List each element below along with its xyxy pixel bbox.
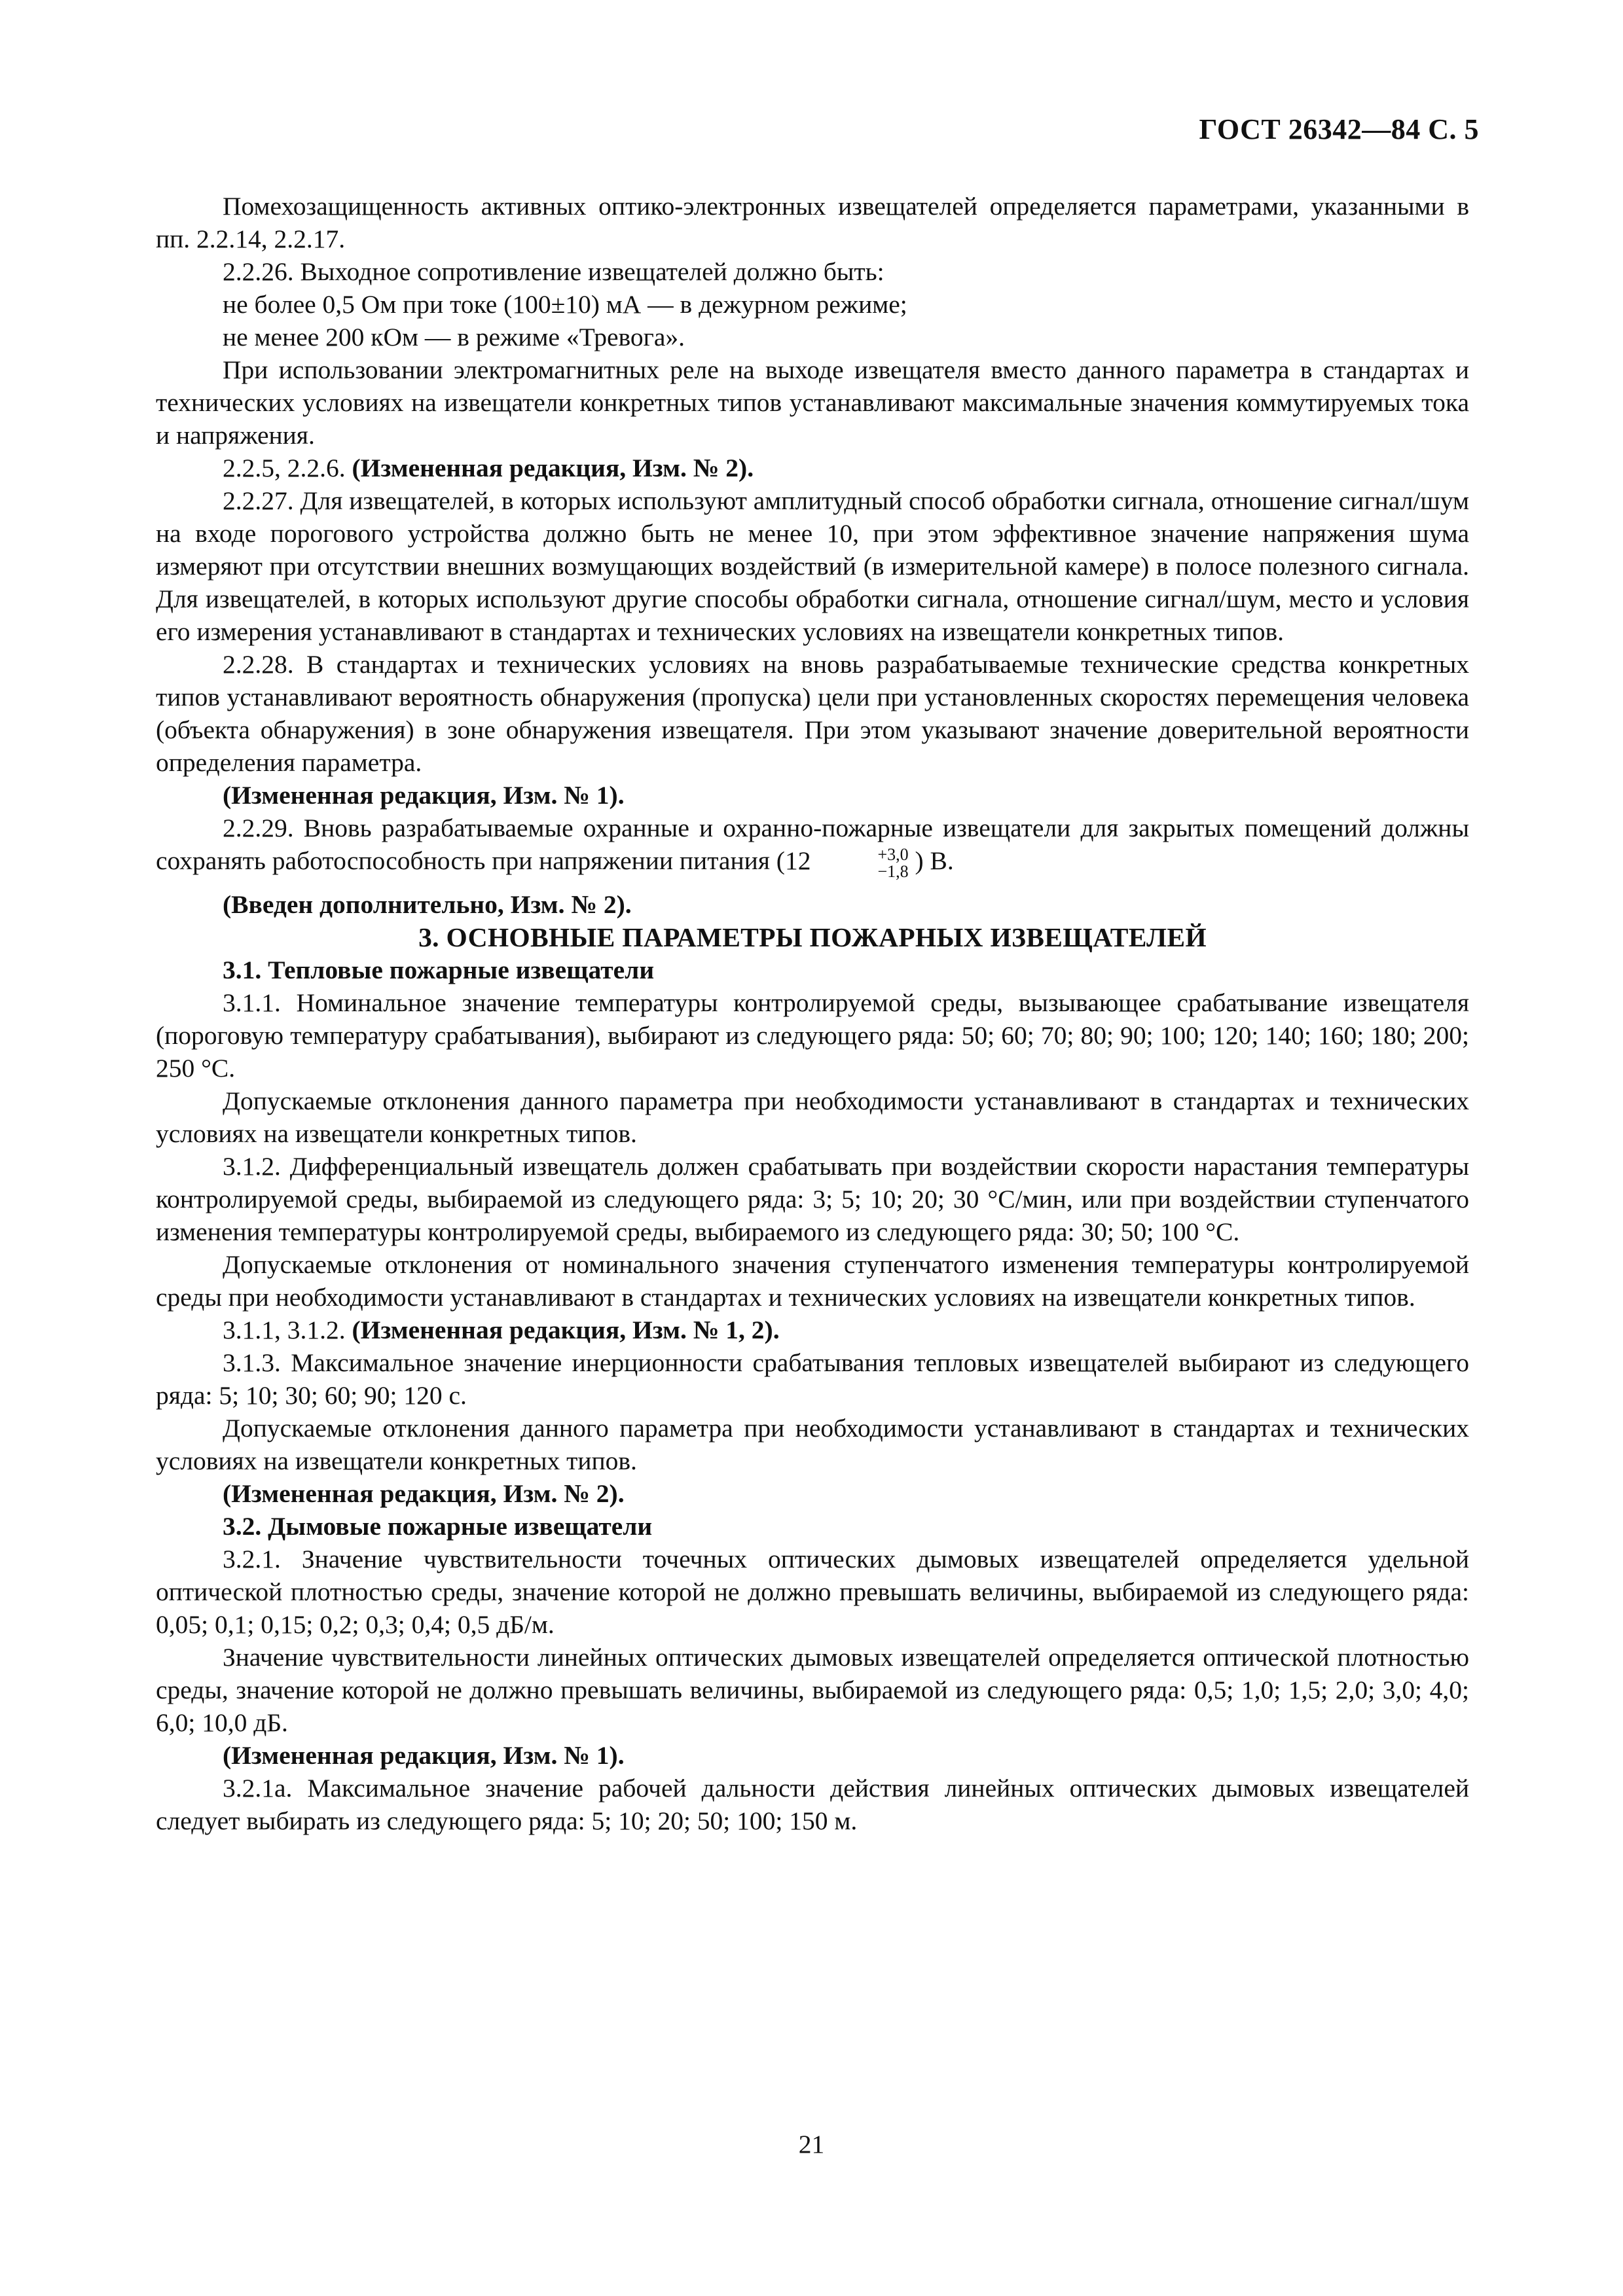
paragraph: 3.2.1. Значение чувствительности точечных оптических дымовых извещателей определяется удельной оптической плотностью среды, значение которой не должно превышать величины, выбираемой из следующего ряда: 0,05; 0,1; 0,15; 0,2; 0,3; 0,4; 0,5 дБ/м.	[156, 1544, 1469, 1639]
voltage-tolerance	[811, 846, 908, 880]
voltage-clause: 2.2.29. Вновь разрабатываемые охранные и охранно-пожарные извещатели для закрытых помещений должны сохранять работоспособность при напряжении питания (12	[156, 814, 1469, 875]
paragraph: 2.2.27. Для извещателей, в которых используют амплитудный способ обработки сигнала, отношение сигнал/шум на входе порогового устройства должно быть не менее 10, при этом эффективное значение напряжения шума измеряют при отсутствии внешних возмущающих воздействий (в измерительной камере) в полосе полезного сигнала. Для извещателей, в которых используют другие способы обработки сигнала, отношение сигнал/шум, место и условия его измерения устанавливают в стандартах и технических условиях на извещатели конкретных типов.	[156, 486, 1469, 646]
paragraph: не менее 200 кОм — в режиме «Тревога».	[223, 323, 685, 351]
paragraph	[156, 452, 1469, 484]
paragraph: 2.2.28. В стандартах и технических условиях на вновь разрабатываемые технические средства конкретных типов устанавливают вероятность обнаружения (пропуска) цели при установленных скоростях перемещения человека (объекта обнаружения) в зоне обнаружения извещателя. При этом указывают значение доверительной вероятности определения параметра.	[156, 650, 1469, 777]
subsection-heading: 3.1. Тепловые пожарные извещатели	[223, 955, 655, 984]
amendment-note	[156, 779, 1469, 812]
subsection-heading: 3.2. Дымовые пожарные извещатели	[223, 1511, 653, 1541]
paragraph: При использовании электромагнитных реле на выходе извещателя вместо данного параметра в стандартах и технических условиях на извещатели конкретных типов устанавливают максимальные значения коммутируемых тока и напряжения.	[156, 355, 1469, 450]
amendment-note	[156, 888, 1469, 921]
tolerance-upper: +3,0	[877, 844, 909, 864]
amendment-note-text: (Измененная редакция, Изм. № 1).	[223, 1740, 625, 1770]
paragraph: 2.2.26. Выходное сопротивление извещателей должно быть:	[223, 257, 884, 286]
document-body	[156, 190, 1469, 1837]
paragraph: 3.2.1а. Максимальное значение рабочей дальности действия линейных оптических дымовых извещателей следует выбирать из следующего ряда: 5; 10; 20; 50; 100; 150 м.	[156, 1773, 1469, 1835]
paragraph: 3.1.2. Дифференциальный извещатель должен срабатывать при воздействии скорости нарастания температуры контролируемой среды, выбираемой из следующего ряда: 3; 5; 10; 20; 30 °С/мин, или при воздействии ступенчатого изменения температуры контролируемой среды, выбираемого из следующего ряда: 30; 50; 100 °С.	[156, 1151, 1469, 1246]
amendment-note-text: (Измененная редакция, Изм. № 2).	[223, 1479, 625, 1508]
amendment-note-text: (Введен дополнительно, Изм. № 2).	[223, 889, 632, 919]
amendment-note	[156, 1739, 1469, 1772]
paragraph: 3.1.1. Номинальное значение температуры контролируемой среды, вызывающее срабатывание извещателя (пороговую температуру срабатывания), выбирают из следующего ряда: 50; 60; 70; 80; 90; 100; 120; 140; 160; 180; 200; 250 °С.	[156, 988, 1469, 1083]
paragraph	[156, 1314, 1469, 1346]
paragraph: Помехозащищенность активных оптико-электронных извещателей определяется параметрами, указанными в пп. 2.2.14, 2.2.17.	[156, 192, 1469, 253]
clause-ref: 2.2.5, 2.2.6.	[223, 454, 352, 482]
page-number: 21	[798, 2130, 825, 2159]
paragraph: 3.1.3. Максимальное значение инерционности срабатывания тепловых извещателей выбирают из следующего ряда: 5; 10; 30; 60; 90; 120 с.	[156, 1348, 1469, 1410]
paragraph: Допускаемые отклонения данного параметра при необходимости устанавливают в стандартах и технических условиях на извещатели конкретных типов.	[156, 1086, 1469, 1148]
section-title: 3. ОСНОВНЫЕ ПАРАМЕТРЫ ПОЖАРНЫХ ИЗВЕЩАТЕЛЕЙ	[418, 922, 1207, 952]
paragraph: Значение чувствительности линейных оптических дымовых извещателей определяется оптической плотностью среды, значение которой не должно превышать величины, выбираемой из следующего ряда: 0,5; 1,0; 1,5; 2,0; 3,0; 4,0; 6,0; 10,0 дБ.	[156, 1642, 1469, 1737]
page-header: ГОСТ 26342—84 С. 5	[1199, 113, 1479, 145]
tolerance-lower: −1,8	[877, 861, 909, 881]
clause-ref: 3.1.1, 3.1.2.	[223, 1315, 352, 1344]
amendment-note: (Измененная редакция, Изм. № 2).	[352, 454, 754, 482]
paragraph	[156, 812, 1469, 880]
voltage-unit: ) В.	[908, 846, 954, 875]
paragraph: не более 0,5 Ом при токе (100±10) мА — в дежурном режиме;	[223, 290, 907, 319]
amendment-note-text: (Измененная редакция, Изм. № 1).	[223, 781, 625, 810]
amendment-note	[156, 1477, 1469, 1510]
paragraph: Допускаемые отклонения данного параметра при необходимости устанавливают в стандартах и технических условиях на извещатели конкретных типов.	[156, 1413, 1469, 1475]
amendment-note: (Измененная редакция, Изм. № 1, 2).	[352, 1315, 780, 1344]
paragraph: Допускаемые отклонения от номинального значения ступенчатого изменения температуры контролируемой среды при необходимости устанавливают в стандартах и технических условиях на извещатели конкретных типов.	[156, 1249, 1469, 1312]
